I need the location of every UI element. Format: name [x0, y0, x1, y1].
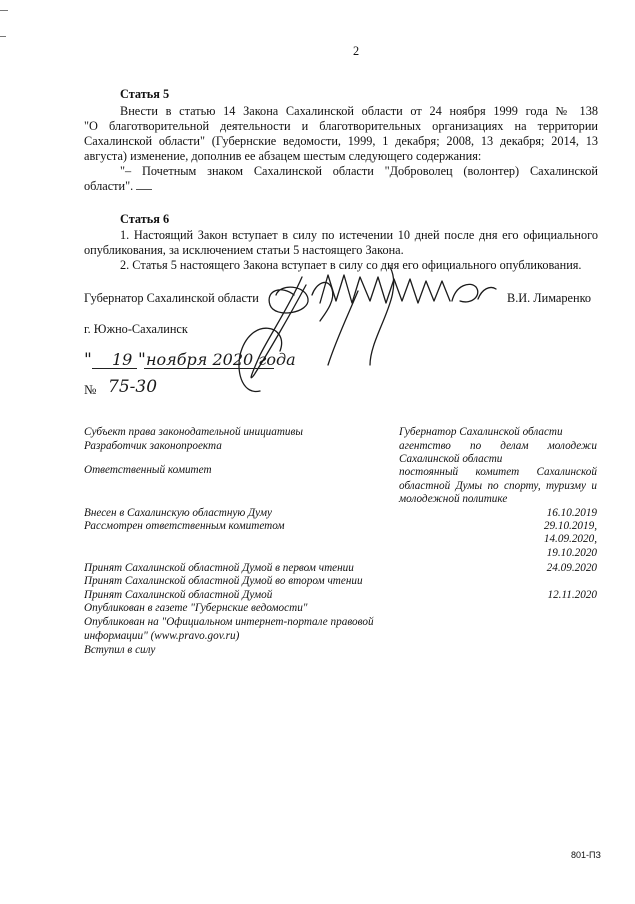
article-5-line: области". — [84, 179, 134, 193]
date-day: 19 — [112, 350, 133, 369]
article-5-line: Внести в статью 14 Закона Сахалинской области от 24 ноября 1999 года № 138 — [120, 104, 598, 118]
date-quote-close: " — [138, 350, 146, 370]
scan-mark — [0, 36, 6, 37]
meta-initiator: Губернатор Сахалинской области — [399, 426, 563, 438]
handwritten-signature — [220, 255, 520, 405]
date-day-underline — [92, 368, 137, 369]
meta-label: Рассмотрен ответственным комитетом — [84, 520, 285, 532]
meta-label: Разработчик законопроекта — [84, 440, 222, 452]
meta-developer: агентство по делам молодежи — [399, 440, 597, 452]
law-number: 75-30 — [108, 377, 158, 397]
meta-label: Опубликован на "Официальном интернет-портале правовой — [84, 616, 374, 628]
number-sign: № — [84, 382, 97, 397]
sig-stroke — [320, 275, 450, 303]
mark-stroke — [136, 189, 152, 190]
meta-date-submitted: 16.10.2019 — [546, 507, 597, 519]
governor-name: В.И. Лимаренко — [507, 291, 592, 305]
page-number: 2 — [353, 44, 360, 58]
date-month-year: ноября 2020 года — [146, 350, 296, 369]
meta-committee: молодежной политике — [399, 493, 508, 505]
sig-stroke — [370, 267, 394, 365]
meta-label: Субъект права законодательной инициативы — [84, 426, 303, 438]
meta-committee: постоянный комитет Сахалинской — [399, 466, 597, 478]
footer-code: 801-ПЗ — [571, 850, 601, 860]
date-quote-open: " — [84, 350, 92, 370]
article-5-line: "О благотворительной деятельности и благотворительных организациях на территории — [84, 119, 598, 133]
meta-label: Опубликован в газете "Губернские ведомости" — [84, 602, 308, 614]
sig-stroke — [452, 284, 478, 302]
meta-label: Ответственный комитет — [84, 464, 212, 476]
sig-stroke — [269, 287, 308, 313]
meta-developer: Сахалинской области — [399, 453, 503, 465]
article-5-line: августа) изменение, дополнив ее абзацем шестым следующего содержания: — [84, 149, 482, 163]
sig-stroke — [328, 291, 358, 365]
article-6-line: опубликования, за исключением статьи 5 настоящего Закона. — [84, 243, 404, 257]
meta-label: Принят Сахалинской областной Думой в первом чтении — [84, 562, 354, 574]
scan-mark — [0, 10, 8, 11]
meta-date-adopted: 12.11.2020 — [547, 589, 597, 601]
article-5-line: "– Почетным знаком Сахалинской области "Доброволец (волонтер) Сахалинской — [120, 164, 598, 178]
meta-label: Принят Сахалинской областной Думой — [84, 589, 273, 601]
governor-position: Губернатор Сахалинской области — [84, 291, 259, 305]
meta-committee: областной Думы по спорту, туризму и — [399, 480, 597, 492]
article-5-line: Сахалинской области" (Губернские ведомости, 1999, 1 декабря; 2008, 13 декабря; 2014, 13 — [84, 134, 598, 148]
sig-stroke — [478, 287, 496, 299]
meta-date-reviewed: 19.10.2020 — [546, 547, 597, 559]
article-6-line: 2. Статья 5 настоящего Закона вступает в силу со дня его официального опубликования. — [120, 258, 582, 272]
sig-stroke — [312, 282, 333, 321]
meta-label: Принят Сахалинской областной Думой во втором чтении — [84, 575, 363, 587]
meta-label: Вступил в силу — [84, 644, 156, 656]
meta-date-first-reading: 24.09.2020 — [546, 562, 597, 574]
meta-date-reviewed: 29.10.2019, — [543, 520, 597, 532]
meta-label: информации" (www.pravo.gov.ru) — [84, 630, 240, 642]
date-underline — [144, 368, 274, 369]
meta-date-reviewed: 14.09.2020, — [543, 533, 597, 545]
city: г. Южно-Сахалинск — [84, 322, 188, 336]
meta-label: Внесен в Сахалинскую областную Думу — [84, 507, 272, 519]
article-5-title: Статья 5 — [120, 87, 170, 101]
article-6-title: Статья 6 — [120, 212, 170, 226]
article-6-line: 1. Настоящий Закон вступает в силу по истечении 10 дней после дня его официального — [120, 228, 598, 242]
